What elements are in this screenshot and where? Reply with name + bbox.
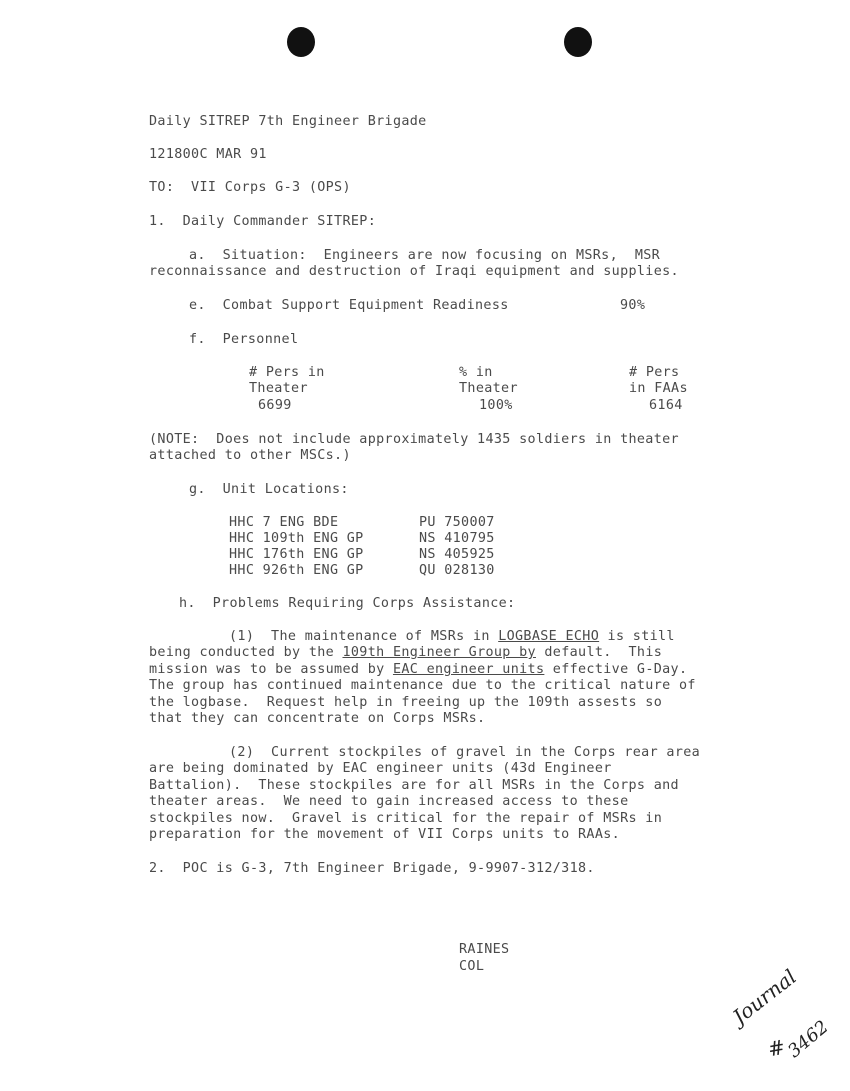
unit-name: HHC 7 ENG BDE (229, 515, 339, 530)
personnel-col2-value: 100% (479, 398, 513, 413)
readiness-label: e. Combat Support Equipment Readiness (189, 298, 509, 313)
text-span: default. This (535, 645, 663, 660)
unit-grid: NS 405925 (419, 547, 495, 562)
section-1-heading: 1. Daily Commander SITREP: (149, 214, 377, 229)
personnel-col1-value: 6699 (258, 398, 292, 413)
personnel-col1-header-2: Theater (249, 381, 308, 396)
problems-label: h. Problems Requiring Corps Assistance: (179, 596, 516, 611)
problem-1-line-5: the logbase. Request help in freeing up the 109th assests so (149, 695, 663, 710)
unit-name: HHC 176th ENG GP (229, 547, 364, 562)
problem-2-line-5: stockpiles now. Gravel is critical for the repair of MSRs in (149, 811, 663, 826)
personnel-col2-header-2: Theater (459, 381, 518, 396)
note-line-2: attached to other MSCs.) (149, 448, 351, 463)
problem-2-line-4: theater areas. We need to gain increased access to these (149, 794, 629, 809)
signature-rank: COL (459, 959, 485, 974)
situation-line-2: reconnaissance and destruction of Iraqi equipment and supplies. (149, 264, 679, 279)
personnel-col2-header-1: % in (459, 365, 493, 380)
readiness-value: 90% (620, 298, 646, 313)
personnel-col1-header-1: # Pers in (249, 365, 325, 380)
unit-grid: NS 410795 (419, 531, 495, 546)
punch-hole-right (564, 27, 592, 57)
text-span: effective G-Day. (544, 662, 688, 677)
unit-grid: QU 028130 (419, 563, 495, 578)
problem-1-line-2 (149, 645, 662, 662)
personnel-col3-header-2: in FAAs (629, 381, 688, 396)
text-span: mission was to be assumed by (149, 662, 393, 677)
handwritten-journal-number: 3462 (784, 1016, 833, 1063)
situation-line-1: a. Situation: Engineers are now focusing on MSRs, MSR (189, 248, 661, 263)
unit-name: HHC 926th ENG GP (229, 563, 364, 578)
document-title: Daily SITREP 7th Engineer Brigade (149, 114, 427, 129)
problem-1-line-3 (149, 662, 687, 679)
addressee: TO: VII Corps G-3 (OPS) (149, 180, 351, 195)
handwritten-journal-word: Journal (728, 964, 801, 1029)
point-of-contact: 2. POC is G-3, 7th Engineer Brigade, 9-9907-312/318. (149, 861, 595, 876)
problem-2-line-3: Battalion). These stockpiles are for all MSRs in the Corps and (149, 778, 679, 793)
underlined-text: 109th Engineer Group by (342, 645, 536, 660)
problem-1-line-4: The group has continued maintenance due to the critical nature of (149, 678, 696, 693)
personnel-col3-value: 6164 (649, 398, 683, 413)
unit-locations-label: g. Unit Locations: (189, 482, 349, 497)
underlined-text: LOGBASE ECHO (498, 629, 600, 644)
personnel-label: f. Personnel (189, 332, 299, 347)
text-span: being conducted by the (149, 645, 343, 660)
punch-hole-left (287, 27, 315, 57)
problem-2-line-1: (2) Current stockpiles of gravel in the Corps rear area (229, 745, 701, 760)
signature-name: RAINES (459, 942, 510, 957)
unit-grid: PU 750007 (419, 515, 495, 530)
problem-2-line-2: are being dominated by EAC engineer units (43d Engineer (149, 761, 612, 776)
personnel-col3-header-1: # Pers (629, 365, 680, 380)
problem-2-line-6: preparation for the movement of VII Corps units to RAAs. (149, 827, 621, 842)
date-time-group: 121800C MAR 91 (149, 147, 267, 162)
problem-1-line-1 (229, 629, 675, 646)
underlined-text: EAC engineer units (392, 662, 545, 677)
text-span: (1) The maintenance of MSRs in (229, 629, 499, 644)
handwritten-number-sign: # (766, 1034, 787, 1062)
unit-name: HHC 109th ENG GP (229, 531, 364, 546)
problem-1-line-6: that they can concentrate on Corps MSRs. (149, 711, 486, 726)
text-span: is still (599, 629, 675, 644)
note-line-1: (NOTE: Does not include approximately 1435 soldiers in theater (149, 432, 679, 447)
